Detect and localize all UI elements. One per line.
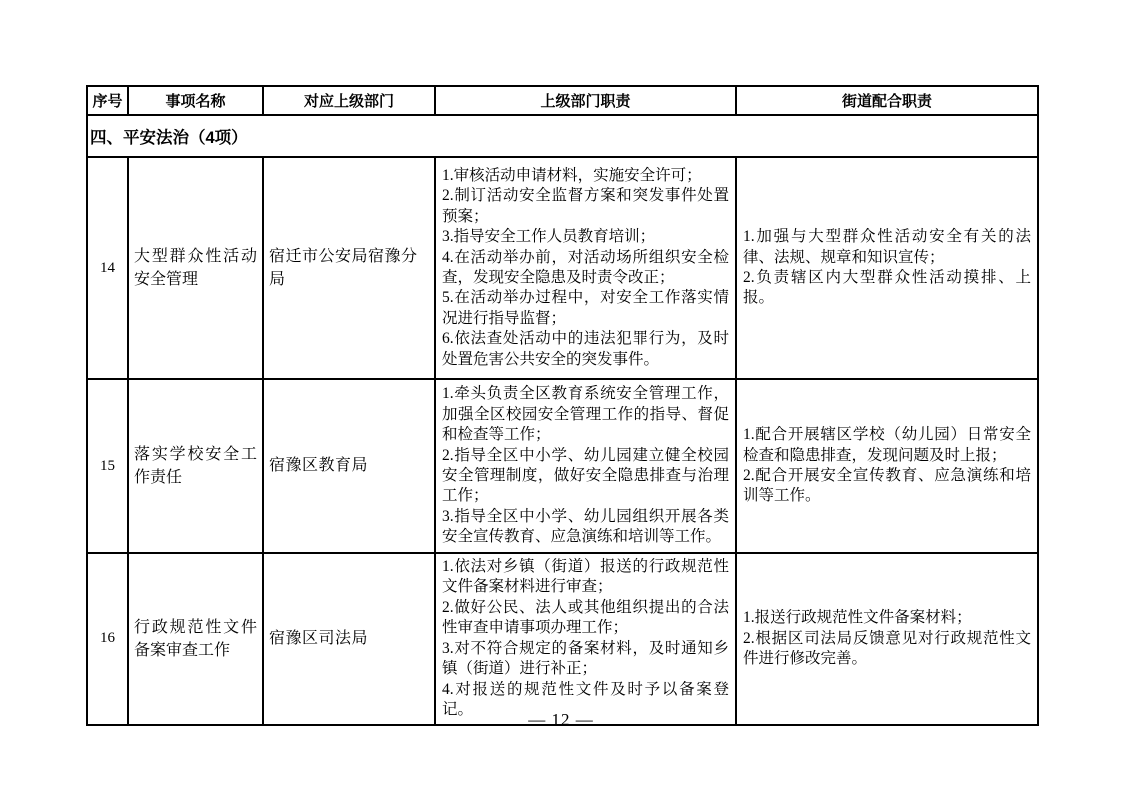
duty-item: 5.在活动举办过程中，对安全工作落实情况进行指导监督； [442,289,729,327]
duty-item: 3.指导全区中小学、幼儿园组织开展各类安全宣传教育、应急演练和培训等工作。 [442,507,729,546]
header-serial: 序号 [87,86,128,115]
duty-item: 2.负责辖区内大型群众性活动摸排、上报。 [743,269,1031,307]
section-title: 四、平安法治（4项） [87,115,1038,157]
item-name-cell: 落实学校安全工作责任 [128,379,263,553]
duty-item: 1.配合开展辖区学校（幼儿园）日常安全检查和隐患排查，发现问题及时上报； [743,426,1031,464]
department-cell: 宿迁市公安局宿豫分局 [263,157,435,379]
table-row [87,157,1038,379]
department-cell: 宿豫区司法局 [263,553,435,725]
duty-item: 4.在活动举办前，对活动场所组织安全检查，发现安全隐患及时责令改正； [442,248,729,286]
duty-item: 2.指导全区中小学、幼儿园建立健全校园安全管理制度，做好安全隐患排查与治理工作； [442,446,729,505]
duty-item: 3.指导安全工作人员教育培训； [442,228,656,246]
duty-item: 2.配合开展安全宣传教育、应急演练和培训等工作。 [743,467,1031,505]
department-cell: 宿豫区教育局 [263,379,435,553]
duty-table [86,85,1039,726]
duty-item: 1.依法对乡镇（街道）报送的行政规范性文件备案材料进行审查； [442,558,729,596]
street-duties-cell [736,553,1038,725]
street-duties-cell [736,157,1038,379]
section-row [87,115,1038,157]
duty-item: 1.报送行政规范性文件备案材料； [743,609,972,627]
item-name-cell: 大型群众性活动安全管理 [128,157,263,379]
serial-cell: 15 [87,379,128,553]
header-superior-duties: 上级部门职责 [435,86,736,115]
superior-duties-cell [435,157,736,379]
header-superior-department: 对应上级部门 [263,86,435,115]
duty-item: 6.依法查处活动中的违法犯罪行为，及时处置危害公共安全的突发事件。 [442,330,729,368]
table-row [87,553,1038,725]
duty-item: 1.加强与大型群众性活动安全有关的法律、法规、规章和知识宣传； [743,228,1031,266]
street-duties-cell [736,379,1038,553]
item-name-cell: 行政规范性文件备案审查工作 [128,553,263,725]
duty-item: 2.制订活动安全监督方案和突发事件处置预案； [442,187,729,225]
serial-cell: 14 [87,157,128,379]
duty-item: 2.做好公民、法人或其他组织提出的合法性审查申请事项办理工作； [442,598,729,637]
table-header-row [87,86,1038,115]
page-number: — 12 — [528,710,594,729]
header-street-duties: 街道配合职责 [736,86,1038,115]
duty-item: 1.牵头负责全区教育系统安全管理工作，加强全区校园安全管理工作的指导、督促和检查等工作； [442,385,729,444]
duty-item: 1.审核活动申请材料，实施安全许可； [442,166,702,184]
table-row [87,379,1038,553]
header-item-name: 事项名称 [128,86,263,115]
duty-item: 2.根据区司法局反馈意见对行政规范性文件进行修改完善。 [743,629,1031,668]
duty-item: 3.对不符合规定的备案材料，及时通知乡镇（街道）进行补正； [442,639,729,678]
superior-duties-cell [435,553,736,725]
superior-duties-cell [435,379,736,553]
duty-item: 4.对报送的规范性文件及时予以备案登记。 [442,680,729,719]
serial-cell: 16 [87,553,128,725]
